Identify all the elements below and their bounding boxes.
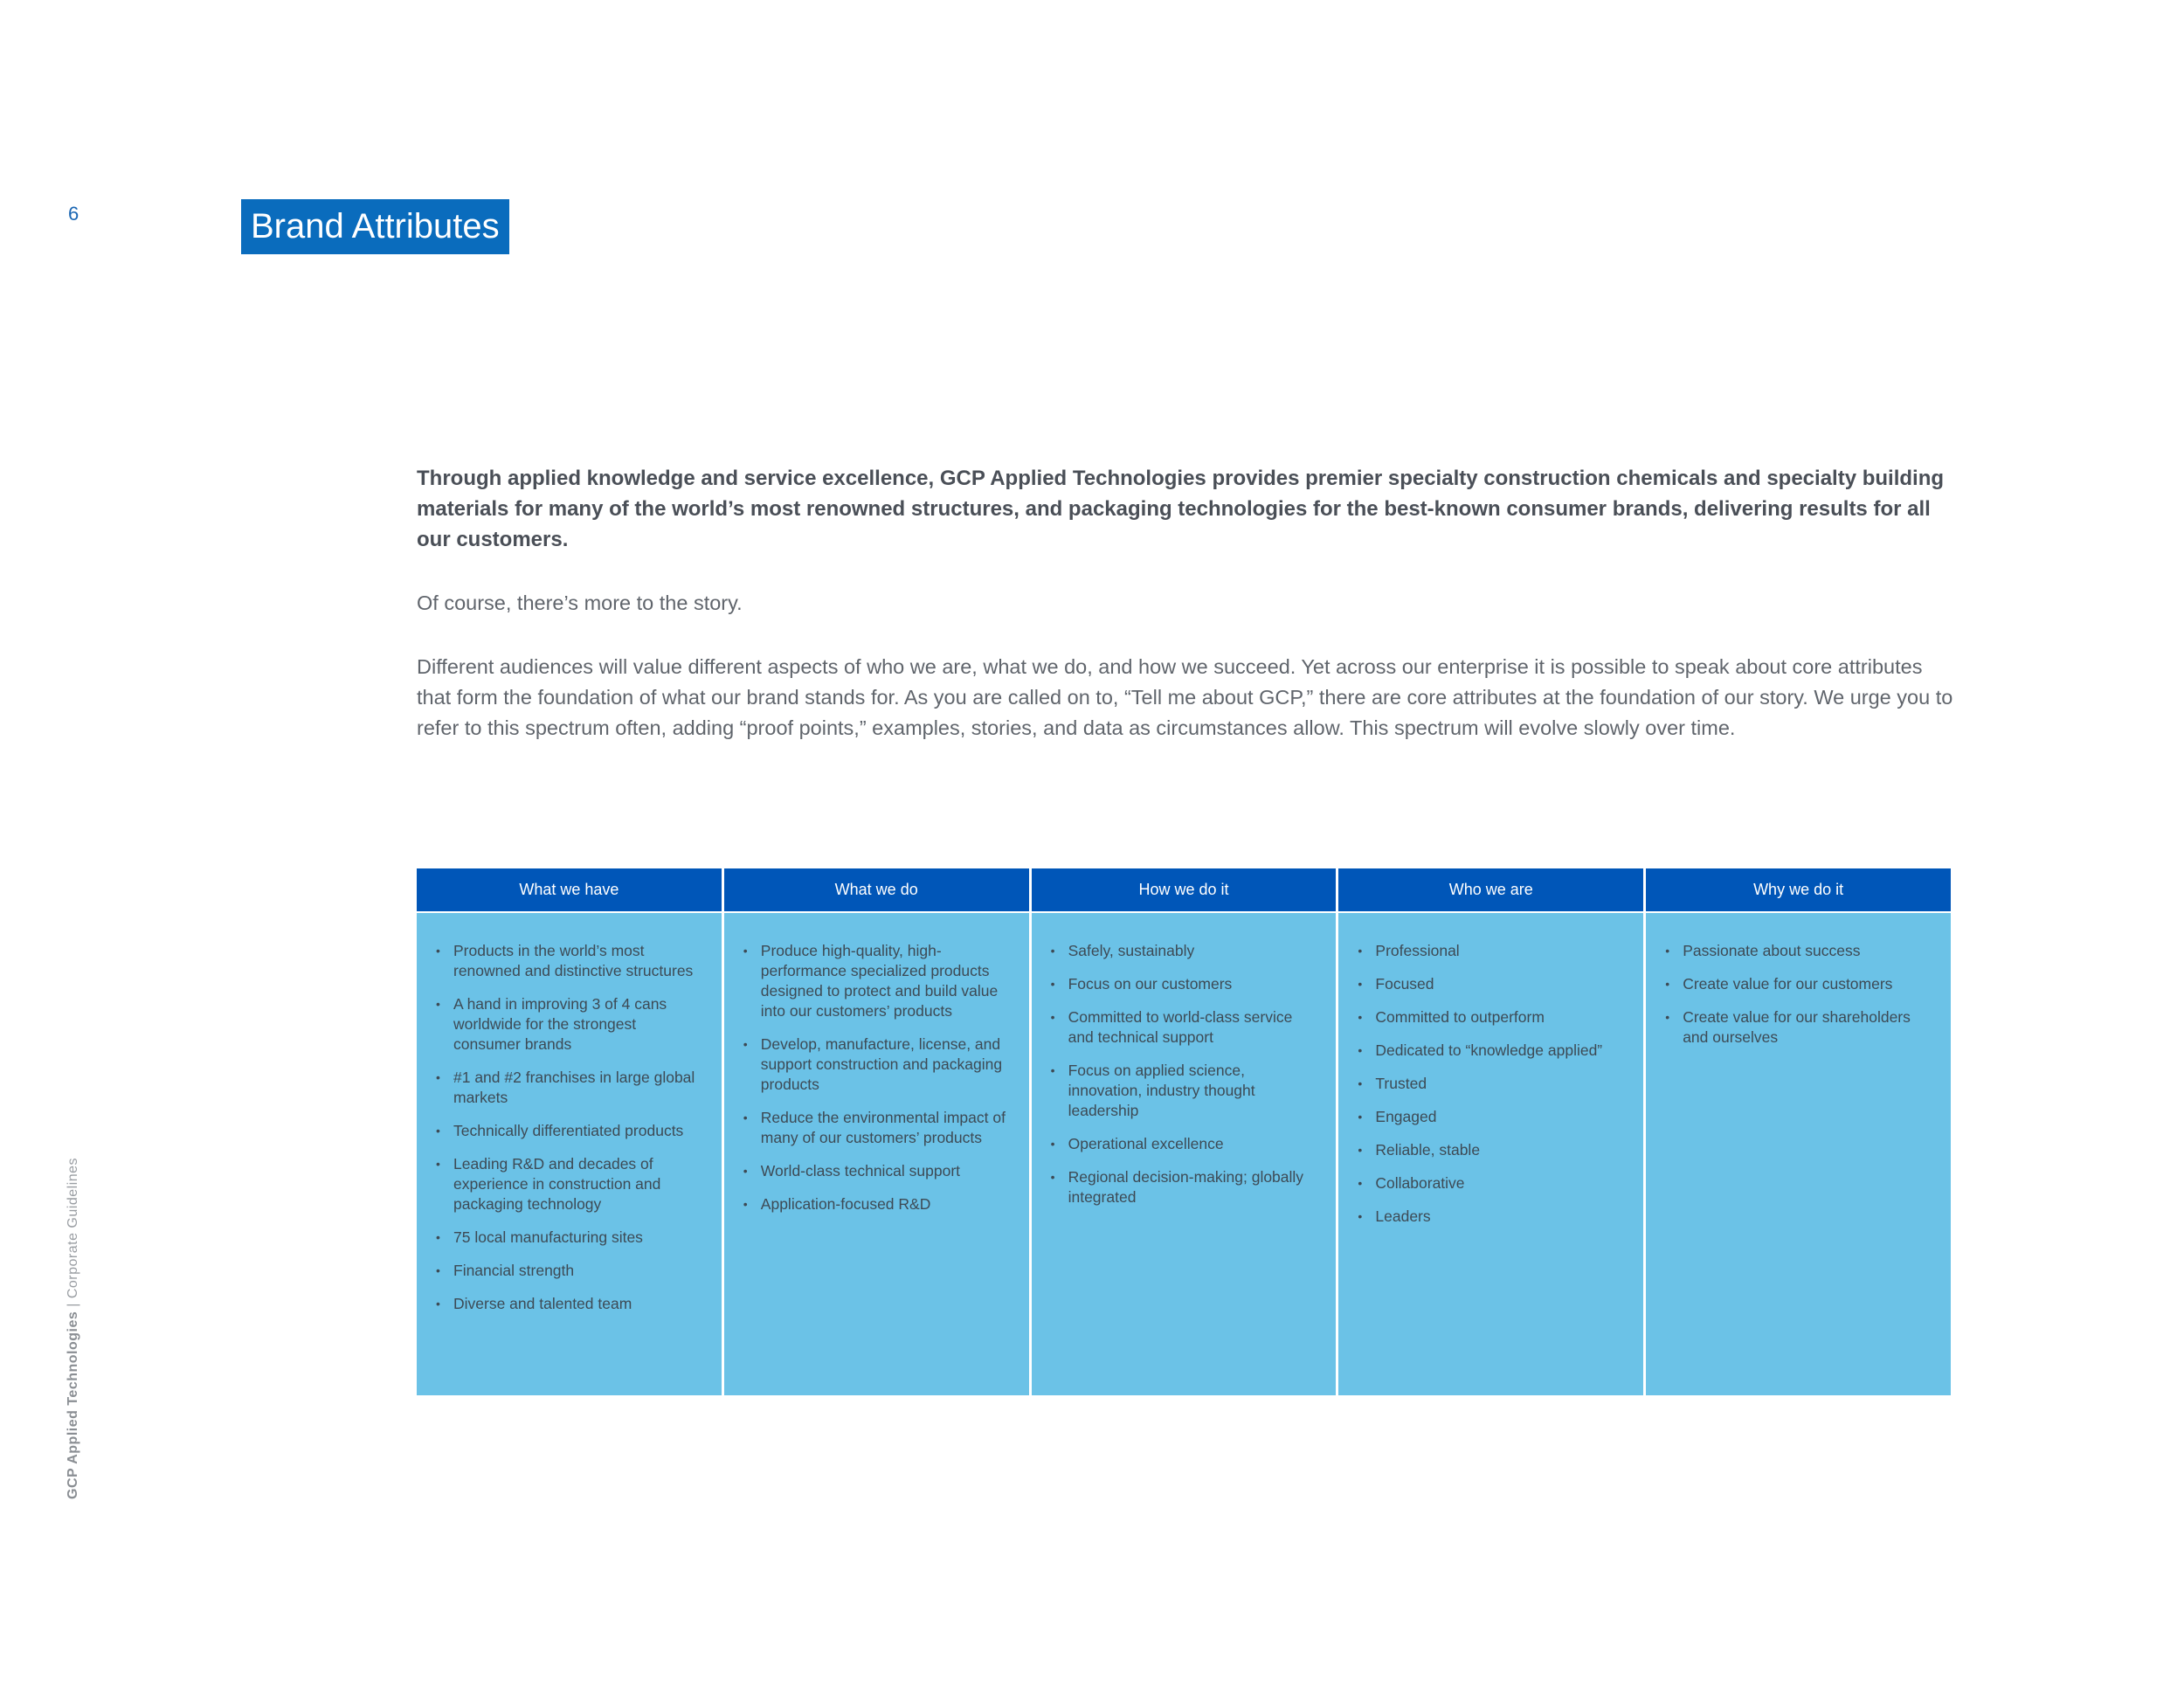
intro-lead-paragraph: Through applied knowledge and service excellence, GCP Applied Technologies provides premier specialty construction chemicals and specialty building materials for many of the world’s most renowned structures, and packaging technologies for the best-known consumer brands, delivering results for all our customers. xyxy=(417,467,1945,551)
list-item: • Focused xyxy=(1358,974,1624,994)
intro-paragraph-2: Different audiences will value different aspects of who we are, what we do, and how we succeed. Yet across our enterprise it is possible to speak about core attributes that form the foundation of what our brand stands for. As you are called on to, “Tell me about GCP,” there are core attributes at the foundation of our story. We urge you to refer to this spectrum often, adding “proof points,” examples, stories, and data as circumstances allow. This spectrum will evolve slowly over time. xyxy=(417,655,1953,739)
column-header: How we do it xyxy=(1032,868,1337,913)
column-body xyxy=(1646,913,1951,1395)
list-item: • Engaged xyxy=(1358,1107,1624,1127)
attribute-list xyxy=(1051,941,1317,1207)
list-item: • Reduce the environmental impact of many of our customers’ products xyxy=(743,1108,1010,1148)
page-number: 6 xyxy=(68,203,79,225)
list-item: • Committed to outperform xyxy=(1358,1007,1624,1027)
column-body xyxy=(1032,913,1337,1395)
list-item: • Safely, sustainably xyxy=(1051,941,1317,961)
column-header: What we do xyxy=(724,868,1029,913)
side-label-separator: | xyxy=(66,1303,80,1307)
attribute-list xyxy=(1665,941,1932,1048)
attribute-list xyxy=(436,941,702,1314)
list-item: • Trusted xyxy=(1358,1074,1624,1094)
list-item: • Focus on our customers xyxy=(1051,974,1317,994)
list-item: • Create value for our customers xyxy=(1665,974,1932,994)
list-item: • Application-focused R&D xyxy=(743,1194,1010,1214)
attribute-list xyxy=(743,941,1010,1214)
attribute-column xyxy=(417,868,722,1395)
list-item: • Committed to world-class service and technical support xyxy=(1051,1007,1317,1048)
list-item: • Develop, manufacture, license, and support construction and packaging products xyxy=(743,1034,1010,1095)
attribute-column xyxy=(1032,868,1337,1395)
list-item: • Financial strength xyxy=(436,1261,702,1281)
list-item: • Dedicated to “knowledge applied” xyxy=(1358,1041,1624,1061)
list-item: • Reliable, stable xyxy=(1358,1140,1624,1160)
list-item: • Professional xyxy=(1358,941,1624,961)
intro-paragraph-1: Of course, there’s more to the story. xyxy=(417,591,743,614)
column-body xyxy=(724,913,1029,1395)
list-item: • A hand in improving 3 of 4 cans worldwide for the strongest consumer brands xyxy=(436,994,702,1055)
list-item: • Produce high-quality, high-performance specialized products designed to protect and build value into our customers’ products xyxy=(743,941,1010,1021)
column-body xyxy=(1338,913,1643,1395)
footer-side-label xyxy=(66,1158,81,1499)
attribute-column xyxy=(724,868,1029,1395)
list-item: • #1 and #2 franchises in large global markets xyxy=(436,1068,702,1108)
list-item: • World-class technical support xyxy=(743,1161,1010,1181)
side-label-document: Corporate Guidelines xyxy=(66,1157,80,1299)
column-header: Why we do it xyxy=(1646,868,1951,913)
intro-section xyxy=(417,463,1954,744)
list-item: • Regional decision-making; globally integrated xyxy=(1051,1167,1317,1207)
attribute-list xyxy=(1358,941,1624,1227)
side-label-company: GCP Applied Technologies xyxy=(66,1311,80,1499)
list-item: • Leaders xyxy=(1358,1207,1624,1227)
list-item: • Technically differentiated products xyxy=(436,1121,702,1141)
column-header: What we have xyxy=(417,868,722,913)
column-header: Who we are xyxy=(1338,868,1643,913)
list-item: • 75 local manufacturing sites xyxy=(436,1228,702,1248)
list-item: • Focus on applied science, innovation, industry thought leadership xyxy=(1051,1061,1317,1121)
column-body xyxy=(417,913,722,1395)
list-item: • Products in the world’s most renowned and distinctive structures xyxy=(436,941,702,981)
attribute-column xyxy=(1338,868,1643,1395)
brand-attributes-table xyxy=(417,868,1951,1395)
list-item: • Leading R&D and decades of experience in construction and packaging technology xyxy=(436,1154,702,1214)
list-item: • Passionate about success xyxy=(1665,941,1932,961)
list-item: • Create value for our shareholders and ourselves xyxy=(1665,1007,1932,1048)
page-title: Brand Attributes xyxy=(241,199,509,254)
attribute-column xyxy=(1646,868,1951,1395)
list-item: • Diverse and talented team xyxy=(436,1294,702,1314)
list-item: • Operational excellence xyxy=(1051,1134,1317,1154)
list-item: • Collaborative xyxy=(1358,1173,1624,1193)
